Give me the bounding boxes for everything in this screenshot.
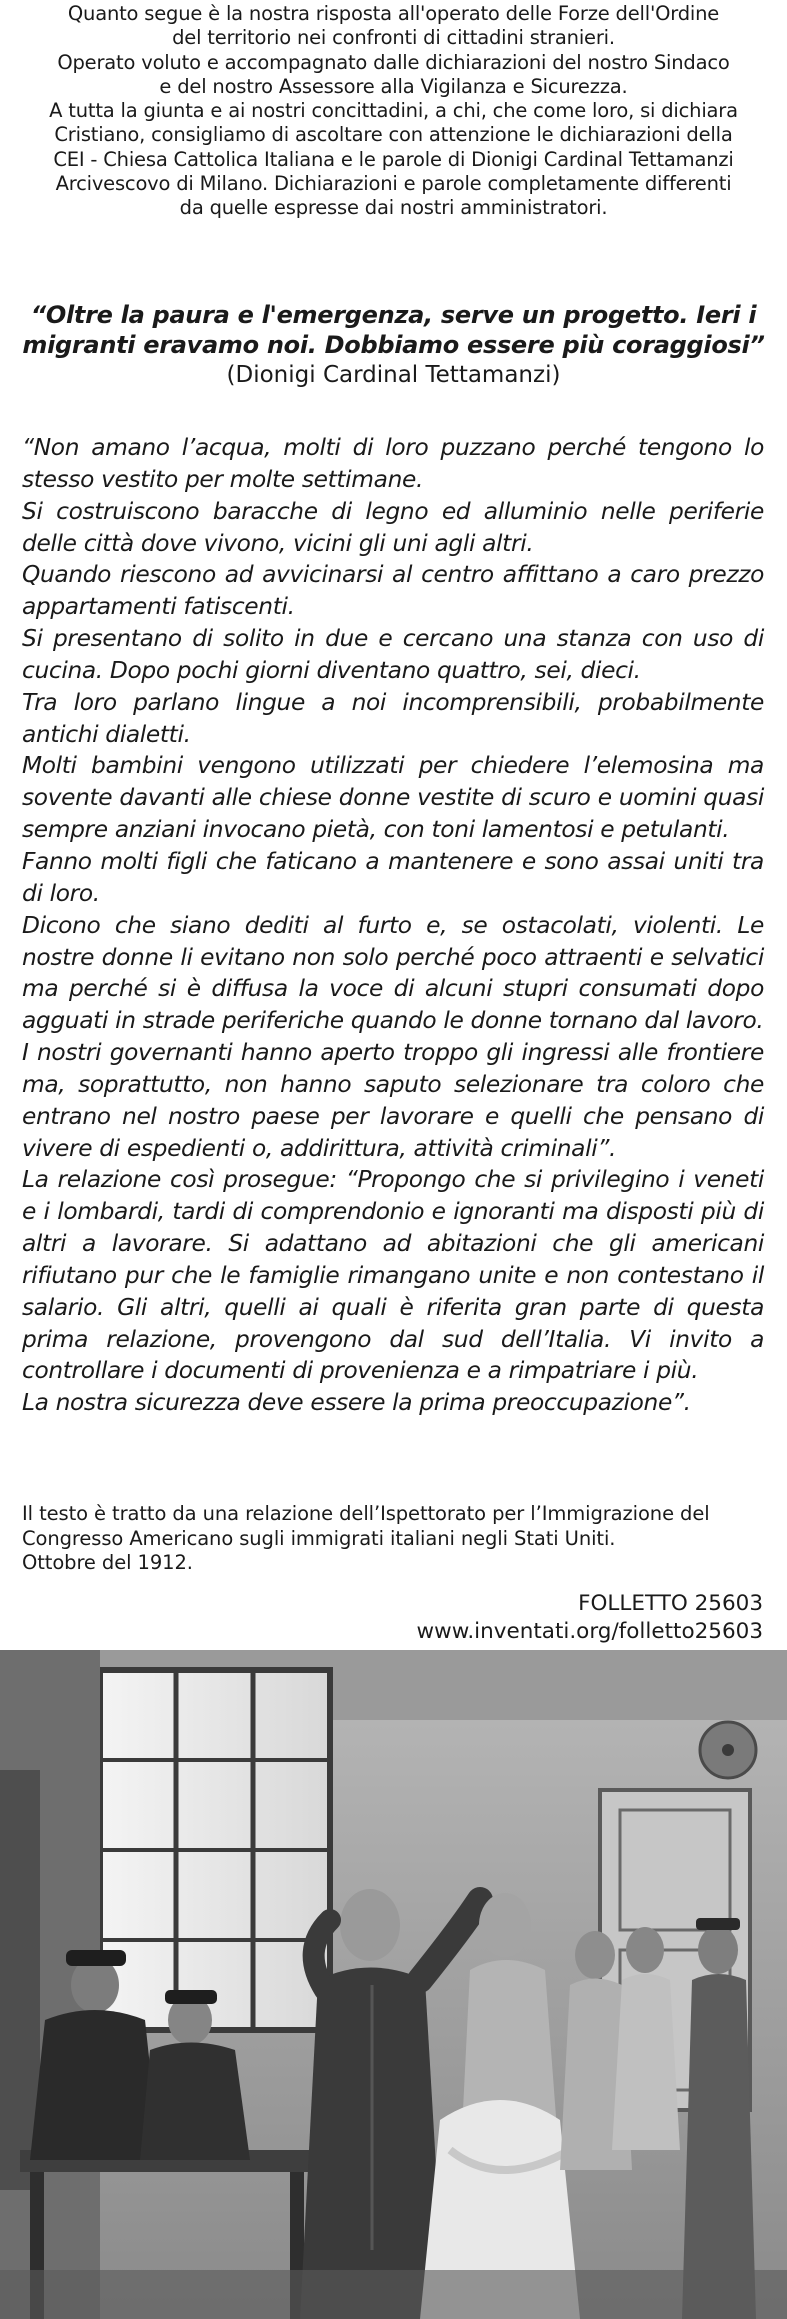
photo-illustration bbox=[0, 1650, 787, 2319]
source-date: Ottobre del 1912. bbox=[22, 1551, 193, 1574]
source-note bbox=[22, 1502, 767, 1576]
quote-line-1: “Oltre la paura e l'emergenza, serve un progetto. Ieri i bbox=[30, 301, 757, 329]
report-paragraph: Tra loro parlano lingue a noi incomprensibili, probabilmente antichi dialetti. bbox=[22, 688, 764, 748]
report-paragraph: Si costruiscono baracche di legno ed alluminio nelle periferie delle città dove vivono, vicini gli uni agli altri. bbox=[22, 497, 764, 557]
source-line: Il testo è tratto da una relazione dell’Ispettorato per l’Immigrazione del bbox=[22, 1502, 710, 1525]
intro-line: e del nostro Assessore alla Vigilanza e Sicurezza. bbox=[159, 74, 628, 98]
quote-attribution: (Dionigi Cardinal Tettamanzi) bbox=[226, 362, 561, 388]
report-paragraph: Molti bambini vengono utilizzati per chiedere l’elemosina ma sovente davanti alle chiese donne vestite di scuro e uomini quasi sempre anziani invocano pietà, con toni lamentosi e petulanti. bbox=[22, 752, 764, 844]
intro-line: Cristiano, consigliamo di ascoltare con attenzione le dichiarazioni della bbox=[54, 123, 733, 147]
intro-line: Quanto segue è la nostra risposta all'operato delle Forze dell'Ordine bbox=[67, 2, 720, 25]
historical-photo bbox=[0, 1650, 787, 2319]
intro-line: CEI - Chiesa Cattolica Italiana e le parole di Dionigi Cardinal Tettamanzi bbox=[53, 147, 734, 171]
report-paragraph: I nostri governanti hanno aperto troppo gli ingressi alle frontiere ma, soprattutto, non hanno saputo selezionare tra coloro che entrano nel nostro paese per lavorare e quelli che pensano di vivere di espedienti o, addirittura, attività criminali”. bbox=[22, 1039, 764, 1162]
report-paragraph: La relazione così prosegue: “Propongo che si privilegino i veneti e i lombardi, tardi di comprendonio e ignoranti ma disposti più di altri a lavorare. Si adattano ad abitazioni che gli americani rifiutano pur che le famiglie rimangano unite e non contestano il salario. Gli altri, quelli ai quali è riferita gran parte di questa prima relazione, provengono dal sud dell’Italia. Vi invito a controllare i documenti di provenienza e a rimpatriare i più. bbox=[22, 1166, 764, 1385]
intro-line: da quelle espresse dai nostri amministratori. bbox=[179, 196, 608, 220]
intro-line: A tutta la giunta e ai nostri concittadini, a chi, che come loro, si dichiara bbox=[49, 99, 738, 123]
report-paragraph: Dicono che siano dediti al furto e, se ostacolati, violenti. Le nostre donne li evitano non solo perché poco attraenti e selvatici ma perché si è diffusa la voce di alcuni stupri consumati dopo agguati in strade periferiche quando le donne tornano dal lavoro. bbox=[22, 911, 764, 1035]
intro-line: Operato voluto e accompagnato dalle dichiarazioni del nostro Sindaco bbox=[57, 50, 730, 74]
report-paragraph: Quando riescono ad avvicinarsi al centro affittano a caro prezzo appartamenti fatiscenti. bbox=[22, 561, 764, 621]
report-paragraph: “Non amano l’acqua, molti di loro puzzano perché tengono lo stesso vestito per molte settimane. bbox=[22, 434, 764, 493]
report-paragraph: Si presentano di solito in due e cercano una stanza con uso di cucina. Dopo pochi giorni diventano quattro, sei, dieci. bbox=[22, 625, 764, 684]
report-paragraph: Fanno molti figli che faticano a mantenere e sono assai uniti tra di loro. bbox=[22, 847, 764, 907]
report-excerpt bbox=[22, 432, 764, 1419]
intro-statement bbox=[18, 2, 769, 221]
report-paragraph: La nostra sicurezza deve essere la prima preoccupazione”. bbox=[22, 1389, 691, 1417]
signature-name: FOLLETTO 25603 bbox=[578, 1591, 763, 1616]
quote-line-2: migranti eravamo noi. Dobbiamo essere più coraggiosi” bbox=[22, 331, 765, 359]
intro-line: Arcivescovo di Milano. Dichiarazioni e parole completamente differenti bbox=[55, 172, 732, 196]
source-line: Congresso Americano sugli immigrati italiani negli Stati Uniti. bbox=[22, 1526, 616, 1550]
signature-block bbox=[417, 1590, 763, 1646]
signature-url[interactable]: www.inventati.org/folletto25603 bbox=[416, 1619, 763, 1644]
window bbox=[100, 1670, 330, 2030]
intro-line: del territorio nei confronti di cittadini stranieri. bbox=[172, 26, 615, 50]
cardinal-quote bbox=[18, 300, 769, 390]
